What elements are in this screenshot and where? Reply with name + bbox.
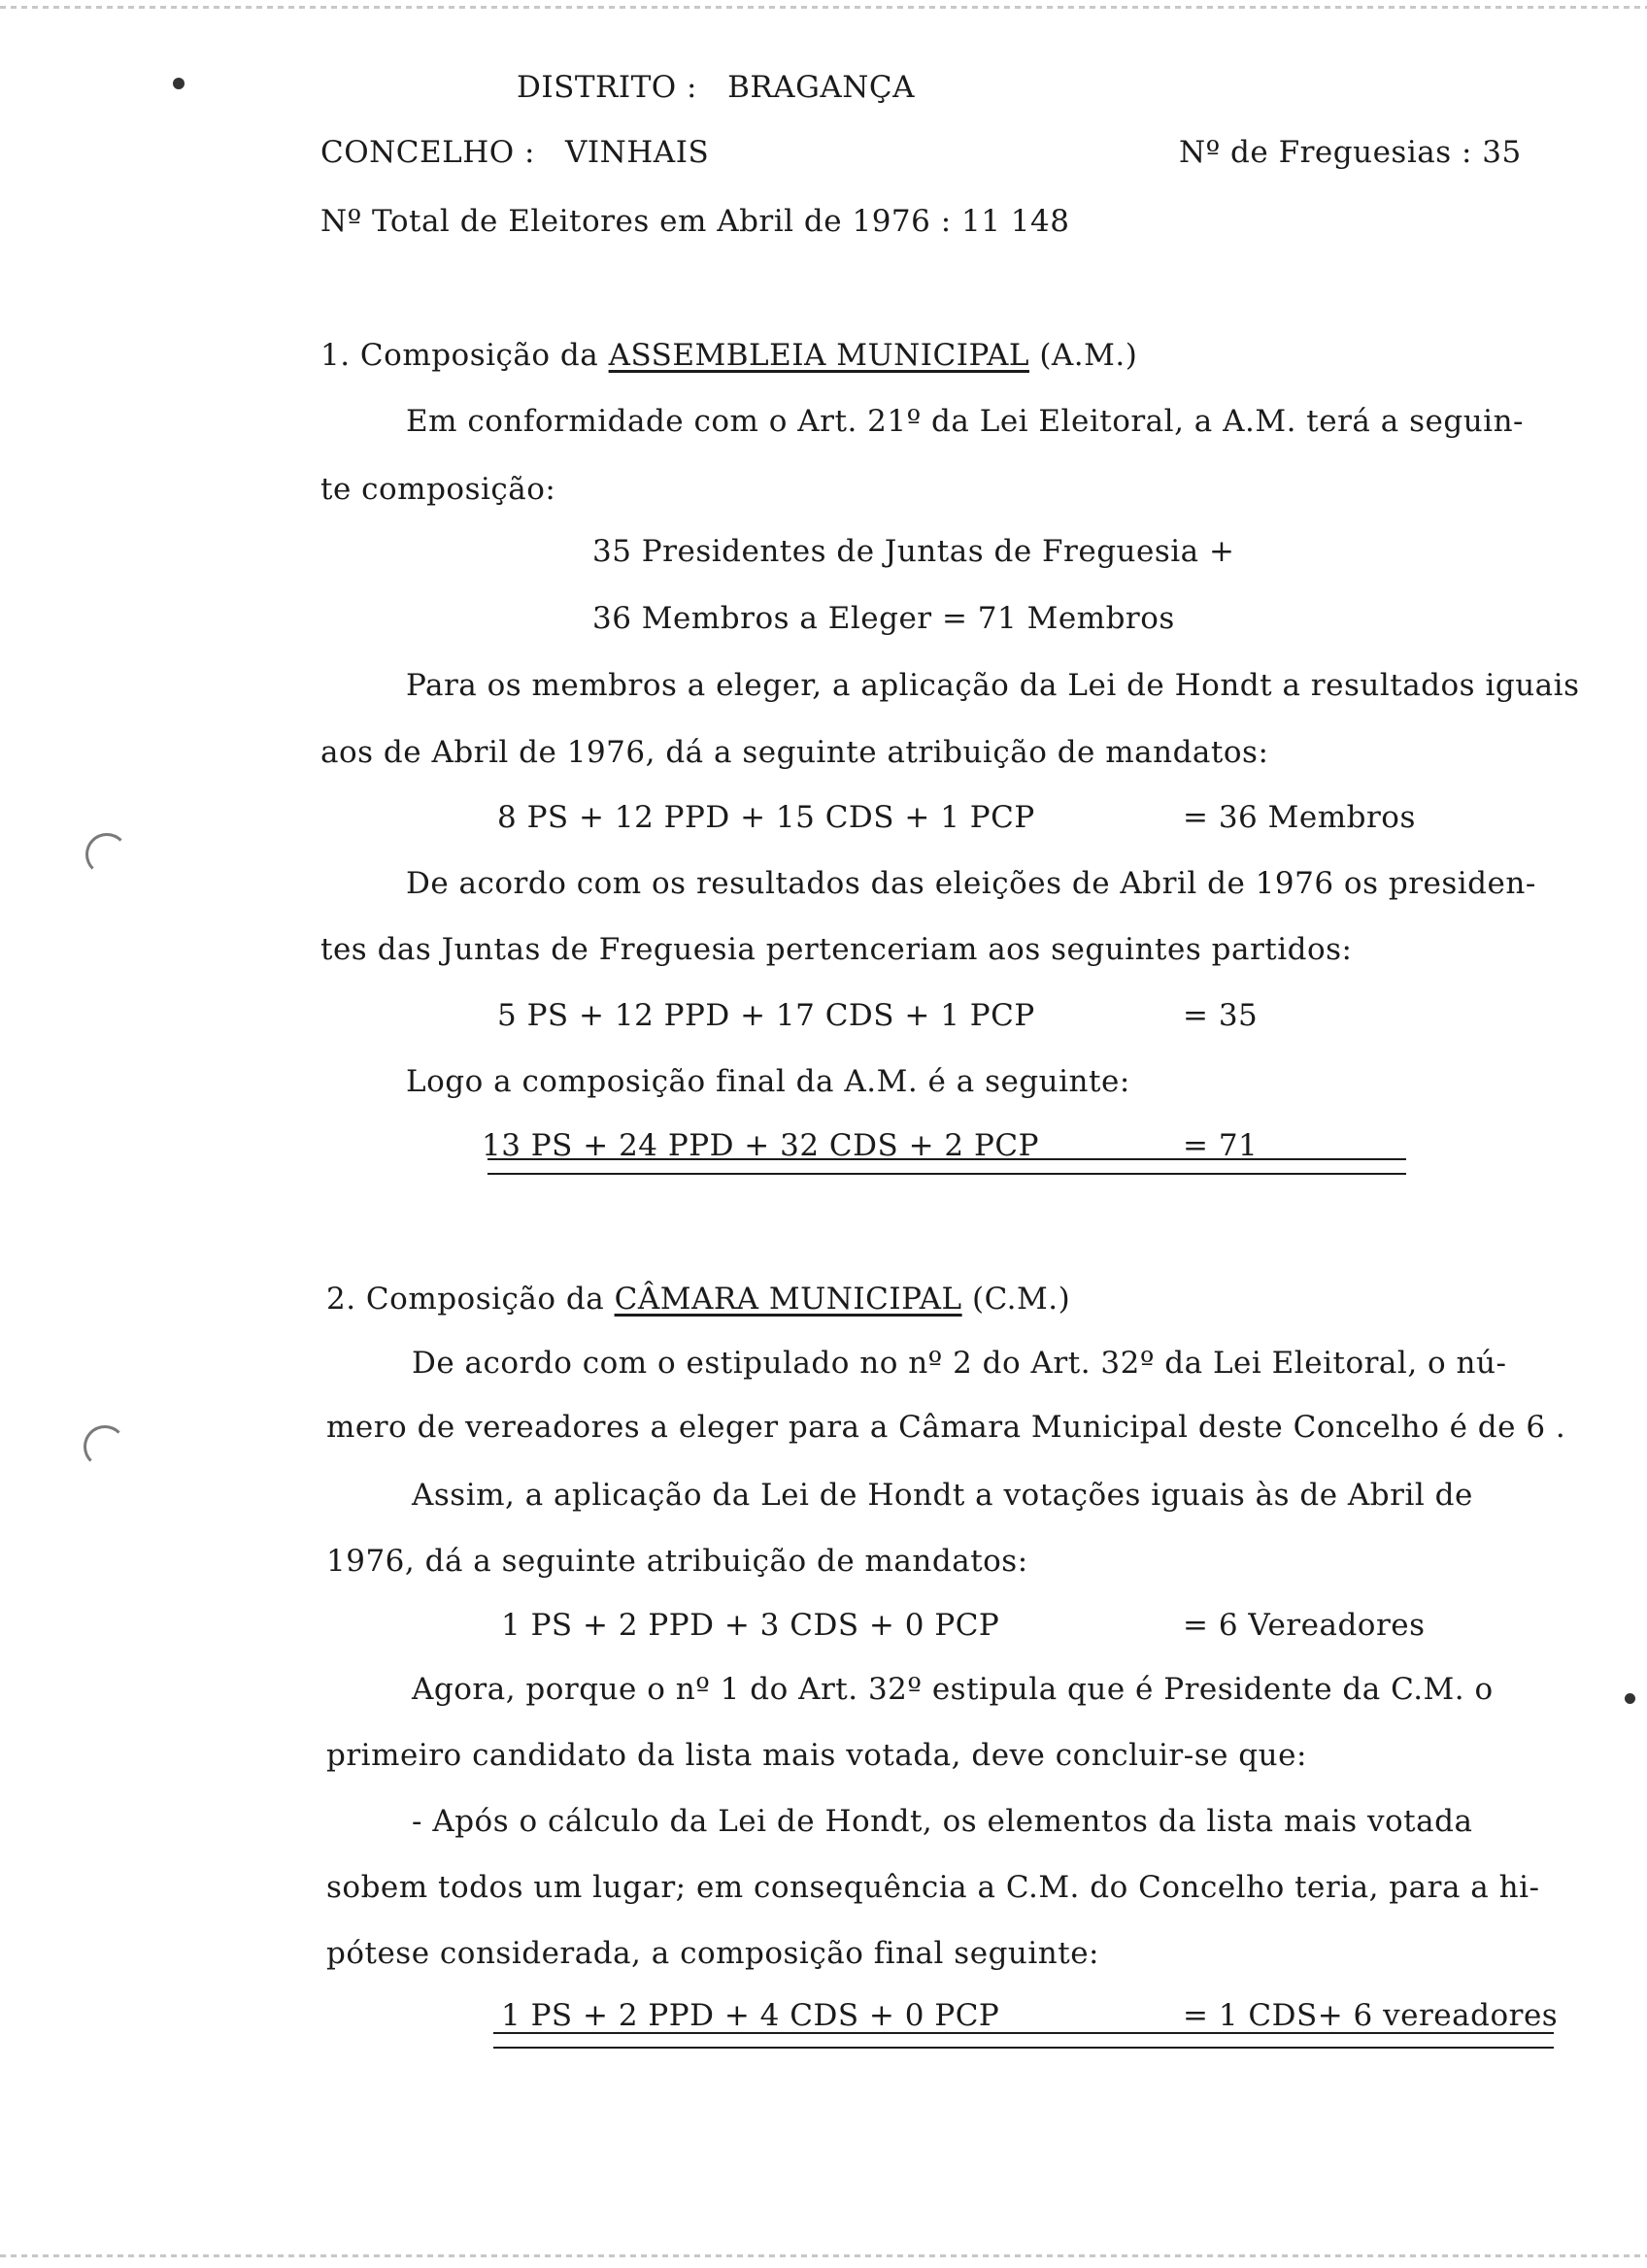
section2-title [326,1282,1070,1317]
council-label: CONCELHO : [320,135,535,170]
section2-paragraph4-line3: pótese considerada, a composição final seguinte: [326,1936,1100,1971]
section1-result2-total: = 35 [1183,998,1259,1033]
total-voters: Nº Total de Eleitores em Abril de 1976 : 11 148 [320,204,1070,239]
section1-title-prefix: 1. Composição da [320,338,599,373]
section2-paragraph4-line2: sobem todos um lugar; em consequência a C.M. do Concelho teria, para a hi- [326,1870,1540,1905]
section1-title-suffix: (A.M.) [1039,338,1138,373]
section2-paragraph2-line2: 1976, dá a seguinte atribuição de mandatos: [326,1544,1028,1579]
section2-title-suffix: (C.M.) [971,1282,1071,1317]
parishes-count: Nº de Freguesias : 35 [1179,135,1522,170]
section1-result1-total: = 36 Membros [1183,800,1416,835]
scan-edge-bottom [0,2254,1647,2257]
section1-paragraph2-line2: aos de Abril de 1976, dá a seguinte atribuição de mandatos: [320,735,1269,770]
section1-paragraph3-line1: De acordo com os resultados das eleições de Abril de 1976 os presiden- [406,866,1536,901]
section1-final-parties: 13 PS + 24 PPD + 32 CDS + 2 PCP [482,1128,1039,1163]
section2-final-double-underline [493,2047,1554,2049]
section2-paragraph3-line1: Agora, porque o nº 1 do Art. 32º estipula que é Presidente da C.M. o [412,1672,1494,1707]
section1-title [320,338,1137,373]
council-value: VINHAIS [565,135,710,170]
section2-result1-parties: 1 PS + 2 PPD + 3 CDS + 0 PCP [501,1608,1000,1643]
section1-result2-parties: 5 PS + 12 PPD + 17 CDS + 1 PCP [497,998,1035,1033]
punch-hole-mark [85,833,128,876]
section1-paragraph4: Logo a composição final da A.M. é a seguinte: [406,1064,1130,1099]
district-value: BRAGANÇA [727,70,915,105]
section2-paragraph1-line2: mero de vereadores a eleger para a Câmara Municipal deste Concelho é de 6 . [326,1410,1566,1445]
section2-result1-total: = 6 Vereadores [1183,1608,1426,1643]
punch-hole-mark [84,1425,126,1468]
section2-final-total: = 1 CDS+ 6 vereadores [1183,1998,1559,2033]
section1-final-underline [487,1158,1406,1160]
scan-speck [1625,1693,1635,1704]
section2-title-underlined: CÂMARA MUNICIPAL [614,1282,962,1317]
section1-paragraph3-line2: tes das Juntas de Freguesia pertenceriam aos seguintes partidos: [320,932,1353,967]
section1-title-underlined: ASSEMBLEIA MUNICIPAL [608,338,1029,373]
section1-paragraph2-line1: Para os membros a eleger, a aplicação da Lei de Hondt a resultados iguais [406,668,1580,703]
section1-final-total: = 71 [1183,1128,1259,1163]
scan-speck [173,78,185,89]
council-line [320,135,709,170]
section2-final-underline [493,2032,1554,2034]
scan-edge-top [0,6,1647,9]
section1-result1-parties: 8 PS + 12 PPD + 15 CDS + 1 PCP [497,800,1035,835]
section2-paragraph4-line1: - Após o cálculo da Lei de Hondt, os elementos da lista mais votada [412,1804,1473,1839]
district-label: DISTRITO : [517,70,697,105]
section2-title-prefix: 2. Composição da [326,1282,605,1317]
section2-paragraph2-line1: Assim, a aplicação da Lei de Hondt a votações iguais às de Abril de [412,1478,1473,1513]
section2-paragraph1-line1: De acordo com o estipulado no nº 2 do Art. 32º da Lei Eleitoral, o nú- [412,1346,1507,1381]
section2-final-parties: 1 PS + 2 PPD + 4 CDS + 0 PCP [501,1998,1000,2033]
composition-line2: 36 Membros a Eleger = 71 Membros [592,601,1175,636]
section1-paragraph1-line2: te composição: [320,472,556,507]
section2-paragraph3-line2: primeiro candidato da lista mais votada, deve concluir-se que: [326,1738,1307,1773]
section1-paragraph1-line1: Em conformidade com o Art. 21º da Lei Eleitoral, a A.M. terá a seguin- [406,404,1525,439]
composition-line1: 35 Presidentes de Juntas de Freguesia + [592,534,1235,569]
district-line [517,70,915,105]
section1-final-double-underline [487,1173,1406,1175]
